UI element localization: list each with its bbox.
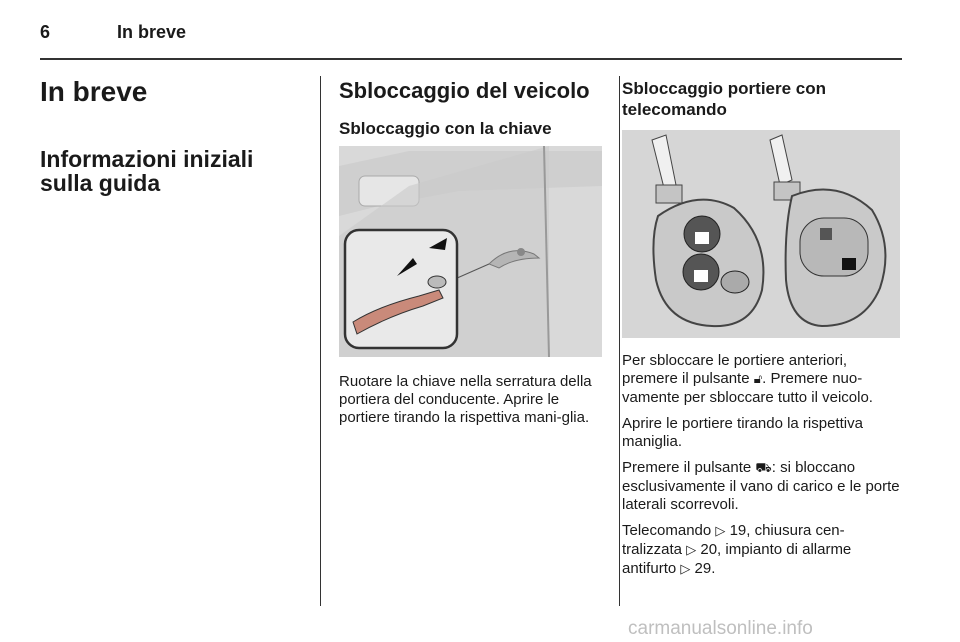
paragraph-text: : si bloccano esclusivamente il vano di carico e le porte laterali scorrevoli. xyxy=(622,459,900,513)
paragraph-text: 29. xyxy=(690,560,716,577)
page-reference-icon[interactable]: ▷ xyxy=(715,524,726,539)
unlock-icon: 🔓︎ xyxy=(753,372,763,387)
paragraph-text: Telecomando xyxy=(622,522,716,539)
column-divider-2 xyxy=(619,76,620,606)
section-subtitle: Informazioni iniziali sulla guida xyxy=(40,146,254,196)
header-rule xyxy=(40,58,902,60)
page-reference-icon[interactable]: ▷ xyxy=(680,562,691,577)
watermark: carmanualsonline.info xyxy=(628,618,813,639)
van-icon: ⛟︎ xyxy=(755,461,772,476)
section-title: In breve xyxy=(40,76,148,107)
paragraph-text: Premere il pulsante xyxy=(622,459,756,476)
remote-unlock-instructions xyxy=(622,352,904,587)
door-handle-illustration xyxy=(339,146,602,357)
paragraph xyxy=(622,459,904,514)
unlock-heading: Sbloccaggio del veicolo xyxy=(339,78,590,103)
paragraph-text: Per sbloccare le portiere anteriori, premere il pulsante xyxy=(622,352,848,387)
paragraph xyxy=(622,522,904,579)
page-reference-icon[interactable]: ▷ xyxy=(686,543,697,558)
remote-key-illustration xyxy=(622,130,900,338)
paragraph-text: . Premere nuo-vamente per sbloccare tutto il veicolo. xyxy=(622,370,873,406)
key-unlock-text: Ruotare la chiave nella serratura della portiera del conducente. Aprire le portiere tirando la rispettiva mani-glia. xyxy=(339,373,592,426)
paragraph-text: 19, chiusura cen-tralizzata xyxy=(622,522,845,558)
page-number: 6 xyxy=(40,22,51,42)
remote-unlock-heading: Sbloccaggio portiere con telecomando xyxy=(622,79,827,119)
column-divider-1 xyxy=(320,76,321,606)
paragraph: Aprire le portiere tirando la rispettiva maniglia. xyxy=(622,415,863,450)
paragraph xyxy=(622,352,904,407)
key-unlock-subheading: Sbloccaggio con la chiave xyxy=(339,119,552,138)
running-header: In breve xyxy=(117,22,187,42)
paragraph-text: 20, impianto di allarme antifurto xyxy=(622,541,852,577)
